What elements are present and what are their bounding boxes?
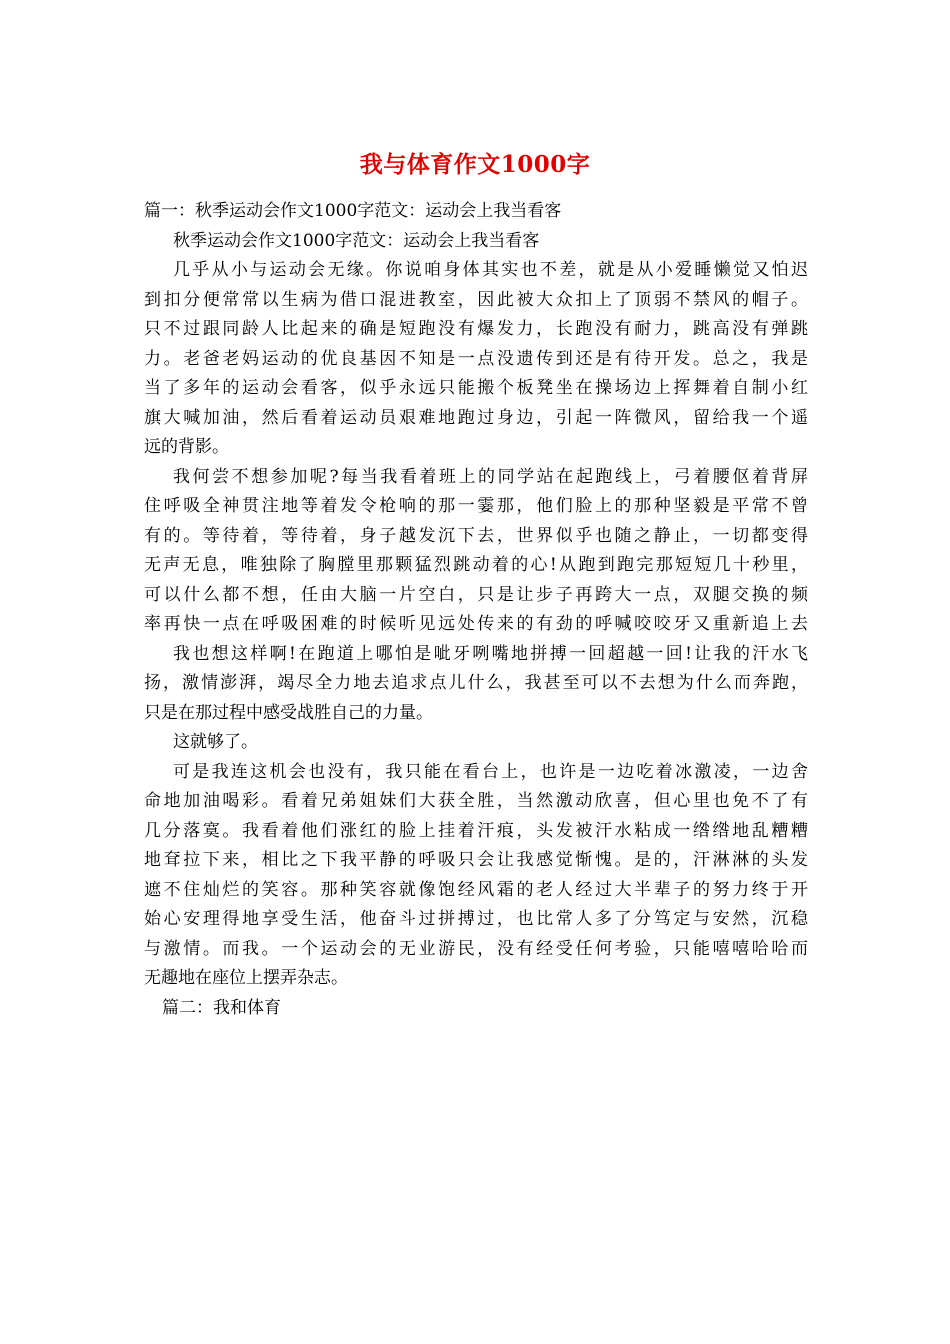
paragraph-2 bbox=[144, 463, 808, 640]
paragraph-1 bbox=[144, 256, 808, 463]
paragraph-line: 扬，激情澎湃，竭尽全力地去追求点儿什么，我甚至可以不去想为什么而奔跑， bbox=[144, 673, 808, 693]
paragraph-line: 几分落寞。我看着他们涨红的脸上挂着汗痕，头发被汗水粘成一绺绺地乱糟糟 bbox=[144, 820, 808, 841]
paragraph-line: 住呼吸全神贯注地等着发令枪响的那一霎那，他们脸上的那种坚毅是平常不曾 bbox=[144, 496, 808, 516]
section-1-subtitle: 秋季运动会作文1000字范文：运动会上我当看客 bbox=[173, 230, 540, 251]
paragraph-line: 率再快一点在呼吸困难的时候听见远处传来的有劲的呼喊咬咬牙又重新追上去 bbox=[144, 614, 808, 634]
paragraph-line: 无声无息，唯独除了胸膛里那颗猛烈跳动着的心!从跑到跑完那短短几十秒里， bbox=[144, 555, 808, 575]
paragraph-5 bbox=[144, 758, 808, 994]
paragraph-line: 可是我连这机会也没有，我只能在看台上，也许是一边吃着冰激凌，一边舍 bbox=[173, 761, 808, 782]
paragraph-line: 我也想这样啊!在跑道上哪怕是呲牙咧嘴地拼搏一回超越一回!让我的汗水飞 bbox=[173, 643, 808, 664]
document-body bbox=[144, 197, 808, 1023]
paragraph-line: 遮不住灿烂的笑容。那种笑容就像饱经风霜的老人经过大半辈子的努力终于开 bbox=[144, 879, 808, 900]
paragraph-line: 只不过跟同龄人比起来的确是短跑没有爆发力，长跑没有耐力，跳高没有弹跳 bbox=[144, 319, 808, 339]
paragraph-line: 远的背影。 bbox=[144, 437, 229, 457]
section-2-heading: 篇二：我和体育 bbox=[162, 997, 281, 1018]
paragraph-line: 无趣地在座位上摆弄杂志。 bbox=[144, 968, 348, 988]
section-1-heading: 篇一：秋季运动会作文1000字范文：运动会上我当看客 bbox=[144, 201, 562, 221]
paragraph-line: 力。老爸老妈运动的优良基因不知是一点没遗传到还是有待开发。总之，我是 bbox=[144, 348, 808, 369]
paragraph-4 bbox=[144, 728, 808, 758]
paragraph-line: 只是在那过程中感受战胜自己的力量。 bbox=[144, 702, 433, 723]
paragraph-line: 与激情。而我。一个运动会的无业游民，没有经受任何考验，只能嘻嘻哈哈而 bbox=[144, 938, 808, 959]
paragraph-line: 始心安理得地享受生活，他奋斗过拼搏过，也比常人多了分笃定与安然，沉稳 bbox=[144, 909, 808, 929]
paragraph-line: 命地加油喝彩。看着兄弟姐妹们大获全胜，当然激动欣喜，但心里也免不了有 bbox=[144, 791, 808, 811]
paragraph-line: 我何尝不想参加呢?每当我看着班上的同学站在起跑线上，弓着腰伛着背屏 bbox=[173, 466, 808, 487]
paragraph-line: 几乎从小与运动会无缘。你说咱身体其实也不差，就是从小爱睡懒觉又怕迟 bbox=[173, 260, 808, 280]
paragraph-line: 旗大喊加油，然后看着运动员艰难地跑过身边，引起一阵微风，留给我一个遥 bbox=[144, 407, 808, 428]
paragraph-3 bbox=[144, 640, 808, 729]
document-title: 我与体育作文1000字 bbox=[359, 151, 591, 178]
paragraph-line: 地耷拉下来，相比之下我平静的呼吸只会让我感觉惭愧。是的，汗淋淋的头发 bbox=[144, 850, 808, 870]
paragraph-line: 当了多年的运动会看客，似乎永远只能搬个板凳坐在操场边上挥舞着自制小红 bbox=[144, 378, 808, 398]
paragraph-line: 可以什么都不想，任由大脑一片空白，只是让步子再跨大一点，双腿交换的频 bbox=[144, 584, 808, 605]
paragraph-line: 有的。等待着，等待着，身子越发沉下去，世界似乎也随之静止，一切都变得 bbox=[144, 525, 808, 546]
paragraph-line: 到扣分便常常以生病为借口混进教室，因此被大众扣上了顶弱不禁风的帽子。 bbox=[144, 289, 808, 310]
paragraph-line: 这就够了。 bbox=[173, 732, 258, 752]
